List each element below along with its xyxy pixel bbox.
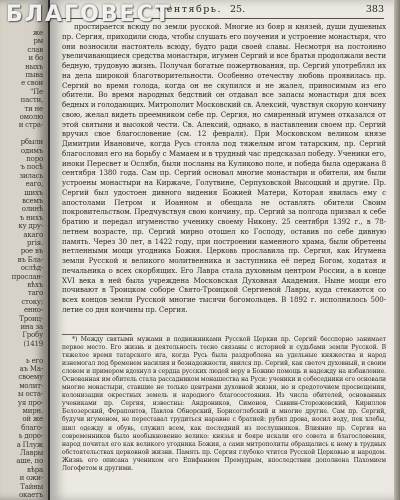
left-page-fragment bbox=[0, 0, 48, 500]
left-page-line: стоку; bbox=[21, 297, 43, 306]
left-page-line: и бо bbox=[28, 54, 43, 63]
left-page-line: Тайны bbox=[20, 482, 43, 491]
left-page-line: аъ Ма- bbox=[19, 365, 43, 373]
left-page-line: акаго bbox=[23, 230, 43, 239]
left-page-line: ы оста- bbox=[18, 390, 43, 399]
left-page-line: вѣхъ bbox=[27, 281, 43, 289]
left-page-line: Троиц- bbox=[19, 314, 43, 323]
left-page-line: ти не bbox=[24, 104, 43, 113]
footnote-rule bbox=[62, 334, 132, 335]
left-page-line: мирн. bbox=[22, 407, 43, 415]
left-page-line: прослан- bbox=[11, 272, 43, 281]
left-page-line: ой же bbox=[22, 415, 43, 424]
left-page-line: ина за bbox=[20, 323, 43, 331]
left-page-line: Лавры bbox=[19, 449, 43, 457]
left-page-line: пыва bbox=[25, 71, 43, 79]
left-page-line: ь его bbox=[25, 356, 43, 365]
left-page-line: одимъ bbox=[20, 146, 43, 155]
left-page-line: ослѣд- bbox=[20, 264, 43, 273]
left-page-line: енно- bbox=[23, 306, 43, 315]
left-page-line: рое въ bbox=[20, 247, 43, 256]
left-page-line: уя про- bbox=[17, 398, 43, 407]
left-page-line: Гробу bbox=[22, 331, 43, 340]
left-page-line: слав bbox=[27, 45, 43, 54]
left-page-line: (1419 bbox=[23, 339, 43, 348]
left-page-line: окаетъ bbox=[18, 491, 43, 499]
right-page bbox=[50, 0, 394, 500]
left-page-line: ь доро- bbox=[18, 432, 43, 441]
main-body-text: простирается всюду по земли русской. Многие из бояр и князей, души душевных пр. Сергия, приходили сюда, чтобы слушать его поучения и устроение монастыря, что они возносили настоятель всюду, будто ради своей славы. Несмотря на постоянно увеличивающиеся средства монастыря, игумен Сергий и все братья продолжали вести бедную, трудовую жизнь. Получая богатые пожертвования, пр. Сергий употреблял их на дела широкой благотворительности. Особенно отечеству любовь проявилась пр. Сергий во время голода, когда он не скупился и не жалел, приносимым из его обители. Во время народных бедствий он отдавал все запасы монастыря для всех бедных и голодающих. Митрополит Московский св. Алексий, чувствуя скорую кончину свою, желал видеть преемником себе пр. Сергия, но смиренный игумен отказался от этой святыни и высокой чести. Св. Алексий, однако, в наставлении своем пр. Сергий вручил свое благословение (см. 12 февраля). При Московском великом князе Димитрии Ивановиче, когда Русь стояла под тяжелым игом татарским, пр. Сергий благословил его на борьбу с Мамаем и в трудный час предсказал победу. Ученики его, иноки Пересвет и Ослябя, были посланы на Куликово поле, и победа была одержана 8 сентября 1380 года. Сам пр. Сергий основал многие монастыри и обители, им были устроены монастыри на Киржаче, Голутвине, Серпуховской Высоцкий и другие. Пр. Сергий был удостоен дивного видения Божией Матери, Которая явилась ему с апостолами Петром и Иоанном и обещала не оставлять обители Своим покровительством. Предчувствуя свою кончину, пр. Сергий за полгода призвал к себе братию и передал игуменство ученику своему Никону. 25 сентября 1392 г., в 78-летнем возрасте, пр. Сергий мирно отошел ко Господу, оставив по себе дивную память. Через 30 лет, в 1422 году, при построении каменного храма, были обретены нетленными мощи угодника Божия. Церковь прославила пр. Сергия, как Игумена земли Русской и великого молитвенника и заступника её перед Богом, ходатая и печальника о всех скорбящих. Его Лавра стала духовным центром России, а в конце XVI века в ней была учреждена Московская Духовная Академия. Ныне мощи его почивают в Троицком соборе Свято-Троицкой Сергиевой Лавры, куда стекаются со всех концов земли Русской многие тысячи богомольцев. В 1892 г. исполнилось 500-летие со дня кончины пр. Сергия. bbox=[62, 22, 386, 314]
left-page-line: еаго, bbox=[25, 180, 43, 189]
footnote-text: *) Между святыми мужами и подвижниками Русской Церкви пр. Сергий бесспорно занимает первое место. Его жизнь и деятельность тесно связаны с историей и судьбами земли Русской. В тяжелое время татарского ига, когда Русь была раздроблена на удельные княжества и народ изнемогал под бременем насилия и безнадежности, явился пр. Сергий, как светоч духовный, и своим словом и примером вдохнул в сердца русских людей веру в Божию помощь и надежду на избавление. Основанная им обитель стала рассадником монашества на Руси: ученики и собеседники его основали многие монастыри, ставшие не только центрами духовной жизни, но и средоточием просвещения, колонизации окрестных земель и народного благосостояния. Из числа обителей, основанных учениками пр. Сергия, известны: Андроников, Симонов, Саввин-Сторожевский, Кириллов Белозерский, Ферапонтов, Павлов Обнорский, Борисоглебский и многие другие. Сам пр. Сергий, будучи игуменом, не переставал трудиться наравне с братией: рубил дрова, носил воду, пек хлебы, шил одежду и обувь, служил всем, как последний из послушников. Влияние пр. Сергия на современников было необыкновенно велико: князья и бояре искали его совета и благословения, народ почитал его как великого угодника Божия, а сами митрополиты обращались к нему в трудных обстоятельствах церковной жизни. Память пр. Сергия глубоко чтится Русской Церковью и народом. Жизнь его описана учеником его Епифанием Премудрым, впоследствии дополнена Пахомием Логофетом и другими. bbox=[62, 336, 386, 472]
left-page-line: всемъ bbox=[22, 197, 43, 205]
left-page-line: омолю bbox=[19, 113, 43, 121]
left-page-line: поро bbox=[26, 155, 43, 163]
left-page-line: ргія. bbox=[26, 239, 43, 247]
page-edge bbox=[394, 0, 400, 500]
left-page-line: своему bbox=[18, 373, 43, 382]
watermark-logo: БЛАГОВЕСТ bbox=[6, 2, 172, 27]
left-page-line: и стра- bbox=[18, 121, 43, 130]
left-page-line: аше, по bbox=[16, 457, 43, 466]
page-number: 383 bbox=[365, 4, 384, 15]
left-page-line: и ожи- bbox=[19, 474, 43, 483]
left-page-line: молит- bbox=[19, 381, 43, 390]
left-page-line: ъ нихъ bbox=[19, 213, 43, 222]
left-page-line: "Пе bbox=[30, 87, 43, 96]
left-page-line: пасти, bbox=[20, 96, 43, 105]
left-page-line: а Плуж bbox=[16, 440, 43, 449]
left-page-line: ъ посѣ bbox=[20, 163, 43, 172]
left-page-line: рбыли bbox=[20, 138, 43, 147]
left-page-line: благо- bbox=[21, 423, 43, 432]
left-page-line: ныхъ bbox=[25, 62, 43, 71]
left-page-line: же bbox=[32, 29, 43, 37]
left-page-line: рм bbox=[33, 37, 43, 46]
header-month: Сентябрь. bbox=[158, 4, 222, 15]
left-page-line: шихъ bbox=[24, 188, 43, 197]
left-page-line: е свои bbox=[21, 79, 43, 88]
left-page-line: ку дру- bbox=[18, 222, 43, 231]
header-day: 25. bbox=[230, 4, 246, 15]
left-page-line: таго bbox=[27, 289, 43, 298]
left-page-line: зилась bbox=[19, 171, 43, 180]
left-page-line: олинѣ bbox=[21, 205, 43, 214]
left-page-line: въ Бла- bbox=[17, 255, 43, 264]
left-page-line: вѣра bbox=[26, 465, 43, 474]
